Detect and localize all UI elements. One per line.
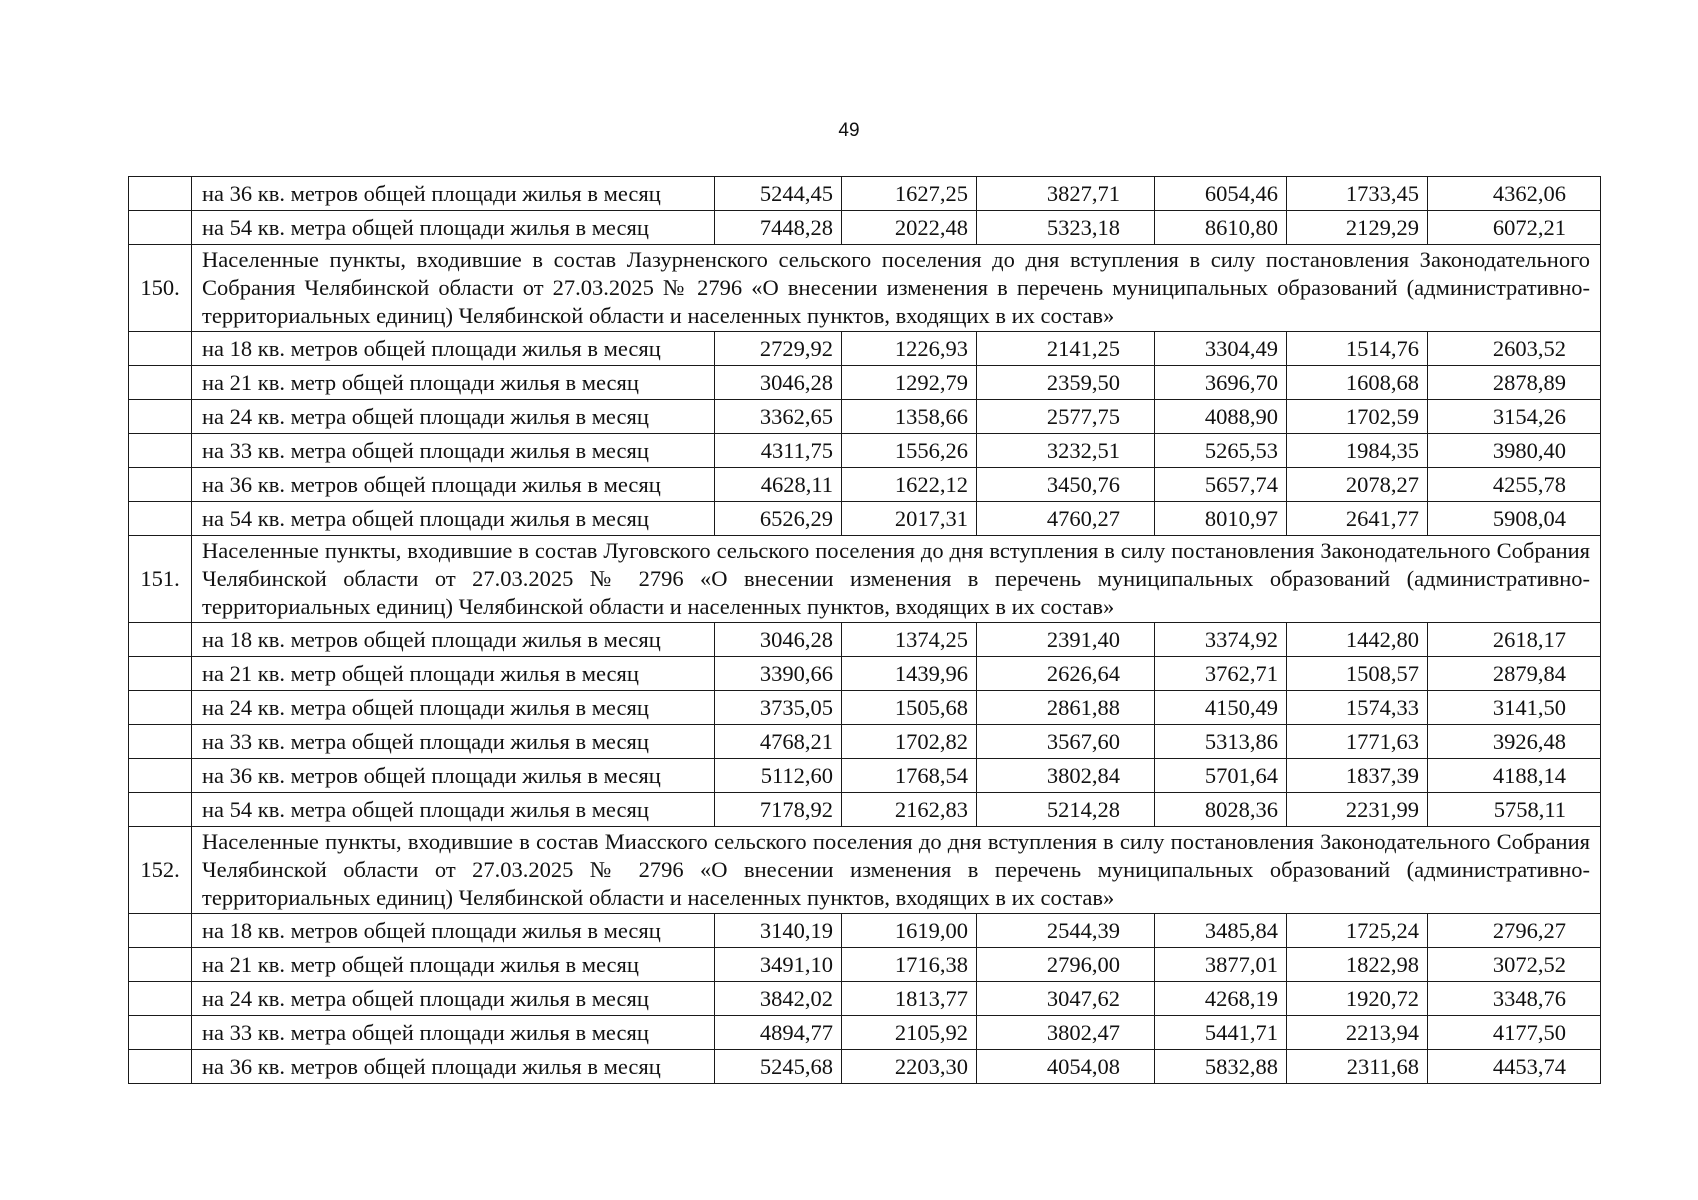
page-number: 49 bbox=[838, 120, 860, 141]
section-number: 150. bbox=[129, 245, 192, 332]
row-number-cell bbox=[129, 332, 192, 366]
section-header-row bbox=[129, 245, 1601, 332]
value-cell-col5: 1442,80 bbox=[1287, 623, 1428, 657]
table-row bbox=[129, 211, 1601, 245]
table-row bbox=[129, 400, 1601, 434]
row-label: на 36 кв. метров общей площади жилья в месяц bbox=[192, 177, 715, 211]
row-label: на 33 кв. метра общей площади жилья в месяц bbox=[192, 1016, 715, 1050]
value-cell-col6: 3141,50 bbox=[1428, 691, 1601, 725]
value-cell-col2: 1505,68 bbox=[842, 691, 977, 725]
value-cell-col4: 5313,86 bbox=[1155, 725, 1287, 759]
value-cell-col3: 2359,50 bbox=[977, 366, 1155, 400]
value-cell-col3: 4760,27 bbox=[977, 502, 1155, 536]
value-cell-col3: 2577,75 bbox=[977, 400, 1155, 434]
row-number-cell bbox=[129, 1016, 192, 1050]
value-cell-col6: 5908,04 bbox=[1428, 502, 1601, 536]
value-cell-col1: 4311,75 bbox=[715, 434, 842, 468]
value-cell-col5: 1725,24 bbox=[1287, 914, 1428, 948]
row-number-cell bbox=[129, 502, 192, 536]
value-cell-col1: 4768,21 bbox=[715, 725, 842, 759]
section-number: 152. bbox=[129, 827, 192, 914]
value-cell-col1: 5245,68 bbox=[715, 1050, 842, 1084]
value-cell-col2: 1716,38 bbox=[842, 948, 977, 982]
value-cell-col6: 3926,48 bbox=[1428, 725, 1601, 759]
section-header-row bbox=[129, 827, 1601, 914]
value-cell-col2: 1622,12 bbox=[842, 468, 977, 502]
value-cell-col6: 4362,06 bbox=[1428, 177, 1601, 211]
row-label: на 33 кв. метра общей площади жилья в месяц bbox=[192, 725, 715, 759]
value-cell-col6: 3154,26 bbox=[1428, 400, 1601, 434]
row-label: на 36 кв. метров общей площади жилья в месяц bbox=[192, 468, 715, 502]
value-cell-col6: 4453,74 bbox=[1428, 1050, 1601, 1084]
value-cell-col2: 2162,83 bbox=[842, 793, 977, 827]
value-cell-col2: 2105,92 bbox=[842, 1016, 977, 1050]
table-row bbox=[129, 948, 1601, 982]
value-cell-col6: 3072,52 bbox=[1428, 948, 1601, 982]
value-cell-col4: 8010,97 bbox=[1155, 502, 1287, 536]
value-cell-col4: 5701,64 bbox=[1155, 759, 1287, 793]
value-cell-col2: 1374,25 bbox=[842, 623, 977, 657]
table-row bbox=[129, 623, 1601, 657]
value-cell-col6: 2878,89 bbox=[1428, 366, 1601, 400]
row-label: на 33 кв. метра общей площади жилья в месяц bbox=[192, 434, 715, 468]
section-number: 151. bbox=[129, 536, 192, 623]
table-row bbox=[129, 691, 1601, 725]
value-cell-col2: 1358,66 bbox=[842, 400, 977, 434]
row-label: на 18 кв. метров общей площади жилья в месяц bbox=[192, 914, 715, 948]
section-header-row bbox=[129, 536, 1601, 623]
value-cell-col1: 3735,05 bbox=[715, 691, 842, 725]
row-number-cell bbox=[129, 657, 192, 691]
value-cell-col5: 1702,59 bbox=[1287, 400, 1428, 434]
value-cell-col1: 3046,28 bbox=[715, 366, 842, 400]
value-cell-col4: 4150,49 bbox=[1155, 691, 1287, 725]
section-title: Населенные пункты, входившие в состав Лазурненского сельского поселения до дня вступления в силу постановления Законодательного Собрания Челябинской области от 27.03.2025 № 2796 «О внесении изменения в перечень муниципальных образований (административно-территориальных единиц) Челябинской области и населенных пунктов, входящих в их состав» bbox=[192, 245, 1601, 332]
value-cell-col2: 1702,82 bbox=[842, 725, 977, 759]
value-cell-col2: 2017,31 bbox=[842, 502, 977, 536]
value-cell-col1: 7178,92 bbox=[715, 793, 842, 827]
value-cell-col2: 1292,79 bbox=[842, 366, 977, 400]
row-number-cell bbox=[129, 1050, 192, 1084]
value-cell-col6: 4255,78 bbox=[1428, 468, 1601, 502]
value-cell-col5: 1771,63 bbox=[1287, 725, 1428, 759]
table-row bbox=[129, 759, 1601, 793]
value-cell-col6: 4188,14 bbox=[1428, 759, 1601, 793]
value-cell-col5: 1608,68 bbox=[1287, 366, 1428, 400]
table-row bbox=[129, 982, 1601, 1016]
value-cell-col1: 3362,65 bbox=[715, 400, 842, 434]
value-cell-col5: 1984,35 bbox=[1287, 434, 1428, 468]
value-cell-col2: 1627,25 bbox=[842, 177, 977, 211]
table-row bbox=[129, 1016, 1601, 1050]
value-cell-col4: 5265,53 bbox=[1155, 434, 1287, 468]
value-cell-col2: 1768,54 bbox=[842, 759, 977, 793]
value-cell-col3: 5323,18 bbox=[977, 211, 1155, 245]
value-cell-col5: 2129,29 bbox=[1287, 211, 1428, 245]
value-cell-col3: 3827,71 bbox=[977, 177, 1155, 211]
value-cell-col3: 2626,64 bbox=[977, 657, 1155, 691]
value-cell-col2: 1619,00 bbox=[842, 914, 977, 948]
value-cell-col2: 1813,77 bbox=[842, 982, 977, 1016]
table-row bbox=[129, 793, 1601, 827]
value-cell-col4: 3304,49 bbox=[1155, 332, 1287, 366]
table-row bbox=[129, 914, 1601, 948]
value-cell-col1: 4894,77 bbox=[715, 1016, 842, 1050]
value-cell-col1: 3140,19 bbox=[715, 914, 842, 948]
value-cell-col3: 2796,00 bbox=[977, 948, 1155, 982]
row-number-cell bbox=[129, 725, 192, 759]
value-cell-col4: 3696,70 bbox=[1155, 366, 1287, 400]
value-cell-col5: 2078,27 bbox=[1287, 468, 1428, 502]
row-number-cell bbox=[129, 982, 192, 1016]
value-cell-col5: 2311,68 bbox=[1287, 1050, 1428, 1084]
value-cell-col3: 2141,25 bbox=[977, 332, 1155, 366]
table-row bbox=[129, 434, 1601, 468]
row-number-cell bbox=[129, 400, 192, 434]
row-number-cell bbox=[129, 759, 192, 793]
row-number-cell bbox=[129, 211, 192, 245]
value-cell-col2: 1439,96 bbox=[842, 657, 977, 691]
value-cell-col3: 3802,47 bbox=[977, 1016, 1155, 1050]
value-cell-col3: 2544,39 bbox=[977, 914, 1155, 948]
value-cell-col5: 1508,57 bbox=[1287, 657, 1428, 691]
value-cell-col4: 4268,19 bbox=[1155, 982, 1287, 1016]
row-label: на 54 кв. метра общей площади жилья в месяц bbox=[192, 211, 715, 245]
value-cell-col1: 6526,29 bbox=[715, 502, 842, 536]
value-cell-col1: 7448,28 bbox=[715, 211, 842, 245]
value-cell-col1: 3390,66 bbox=[715, 657, 842, 691]
table-row bbox=[129, 657, 1601, 691]
row-label: на 24 кв. метра общей площади жилья в месяц bbox=[192, 400, 715, 434]
value-cell-col5: 2213,94 bbox=[1287, 1016, 1428, 1050]
table-row bbox=[129, 468, 1601, 502]
value-cell-col1: 4628,11 bbox=[715, 468, 842, 502]
table-row bbox=[129, 1050, 1601, 1084]
row-number-cell bbox=[129, 948, 192, 982]
value-cell-col4: 5657,74 bbox=[1155, 468, 1287, 502]
row-number-cell bbox=[129, 177, 192, 211]
value-cell-col3: 2391,40 bbox=[977, 623, 1155, 657]
row-number-cell bbox=[129, 366, 192, 400]
row-number-cell bbox=[129, 468, 192, 502]
row-label: на 18 кв. метров общей площади жилья в месяц bbox=[192, 623, 715, 657]
value-cell-col6: 2618,17 bbox=[1428, 623, 1601, 657]
value-cell-col2: 2203,30 bbox=[842, 1050, 977, 1084]
value-cell-col4: 5441,71 bbox=[1155, 1016, 1287, 1050]
row-label: на 21 кв. метр общей площади жилья в месяц bbox=[192, 948, 715, 982]
row-label: на 24 кв. метра общей площади жилья в месяц bbox=[192, 982, 715, 1016]
value-cell-col5: 1574,33 bbox=[1287, 691, 1428, 725]
table-row bbox=[129, 177, 1601, 211]
value-cell-col5: 1733,45 bbox=[1287, 177, 1428, 211]
value-cell-col3: 3232,51 bbox=[977, 434, 1155, 468]
value-cell-col5: 1514,76 bbox=[1287, 332, 1428, 366]
value-cell-col4: 8028,36 bbox=[1155, 793, 1287, 827]
table-row bbox=[129, 366, 1601, 400]
value-cell-col1: 5244,45 bbox=[715, 177, 842, 211]
value-cell-col3: 4054,08 bbox=[977, 1050, 1155, 1084]
value-cell-col4: 3374,92 bbox=[1155, 623, 1287, 657]
value-cell-col1: 2729,92 bbox=[715, 332, 842, 366]
value-cell-col6: 5758,11 bbox=[1428, 793, 1601, 827]
row-number-cell bbox=[129, 793, 192, 827]
row-number-cell bbox=[129, 691, 192, 725]
value-cell-col6: 2603,52 bbox=[1428, 332, 1601, 366]
row-label: на 21 кв. метр общей площади жилья в месяц bbox=[192, 366, 715, 400]
row-label: на 24 кв. метра общей площади жилья в месяц bbox=[192, 691, 715, 725]
value-cell-col2: 1556,26 bbox=[842, 434, 977, 468]
value-cell-col2: 2022,48 bbox=[842, 211, 977, 245]
value-cell-col5: 2231,99 bbox=[1287, 793, 1428, 827]
row-number-cell bbox=[129, 623, 192, 657]
value-cell-col4: 8610,80 bbox=[1155, 211, 1287, 245]
table-row bbox=[129, 725, 1601, 759]
value-cell-col3: 3047,62 bbox=[977, 982, 1155, 1016]
value-cell-col5: 1920,72 bbox=[1287, 982, 1428, 1016]
value-cell-col1: 5112,60 bbox=[715, 759, 842, 793]
table-row bbox=[129, 502, 1601, 536]
value-cell-col3: 3450,76 bbox=[977, 468, 1155, 502]
value-cell-col5: 1822,98 bbox=[1287, 948, 1428, 982]
row-label: на 36 кв. метров общей площади жилья в месяц bbox=[192, 1050, 715, 1084]
value-cell-col6: 2796,27 bbox=[1428, 914, 1601, 948]
section-title: Населенные пункты, входившие в состав Луговского сельского поселения до дня вступления в силу постановления Законодательного Собрания Челябинской области от 27.03.2025 № 2796 «О внесении изменения в перечень муниципальных образований (административно-территориальных единиц) Челябинской области и населенных пунктов, входящих в их состав» bbox=[192, 536, 1601, 623]
value-cell-col4: 4088,90 bbox=[1155, 400, 1287, 434]
value-cell-col3: 3802,84 bbox=[977, 759, 1155, 793]
value-cell-col1: 3491,10 bbox=[715, 948, 842, 982]
value-cell-col6: 3980,40 bbox=[1428, 434, 1601, 468]
value-cell-col4: 3762,71 bbox=[1155, 657, 1287, 691]
value-cell-col6: 2879,84 bbox=[1428, 657, 1601, 691]
row-label: на 36 кв. метров общей площади жилья в месяц bbox=[192, 759, 715, 793]
value-cell-col4: 6054,46 bbox=[1155, 177, 1287, 211]
value-cell-col2: 1226,93 bbox=[842, 332, 977, 366]
row-label: на 54 кв. метра общей площади жилья в месяц bbox=[192, 793, 715, 827]
row-number-cell bbox=[129, 914, 192, 948]
value-cell-col5: 2641,77 bbox=[1287, 502, 1428, 536]
value-cell-col1: 3046,28 bbox=[715, 623, 842, 657]
tariff-table bbox=[128, 176, 1601, 1084]
value-cell-col3: 5214,28 bbox=[977, 793, 1155, 827]
table-body bbox=[129, 177, 1601, 1084]
value-cell-col5: 1837,39 bbox=[1287, 759, 1428, 793]
value-cell-col4: 3877,01 bbox=[1155, 948, 1287, 982]
section-title: Населенные пункты, входившие в состав Миасского сельского поселения до дня вступления в силу постановления Законодательного Собрания Челябинской области от 27.03.2025 № 2796 «О внесении изменения в перечень муниципальных образований (административно-территориальных единиц) Челябинской области и населенных пунктов, входящих в их состав» bbox=[192, 827, 1601, 914]
value-cell-col6: 4177,50 bbox=[1428, 1016, 1601, 1050]
value-cell-col6: 6072,21 bbox=[1428, 211, 1601, 245]
row-label: на 54 кв. метра общей площади жилья в месяц bbox=[192, 502, 715, 536]
value-cell-col4: 3485,84 bbox=[1155, 914, 1287, 948]
value-cell-col1: 3842,02 bbox=[715, 982, 842, 1016]
value-cell-col4: 5832,88 bbox=[1155, 1050, 1287, 1084]
table-row bbox=[129, 332, 1601, 366]
value-cell-col3: 3567,60 bbox=[977, 725, 1155, 759]
value-cell-col6: 3348,76 bbox=[1428, 982, 1601, 1016]
row-number-cell bbox=[129, 434, 192, 468]
value-cell-col3: 2861,88 bbox=[977, 691, 1155, 725]
row-label: на 18 кв. метров общей площади жилья в месяц bbox=[192, 332, 715, 366]
row-label: на 21 кв. метр общей площади жилья в месяц bbox=[192, 657, 715, 691]
